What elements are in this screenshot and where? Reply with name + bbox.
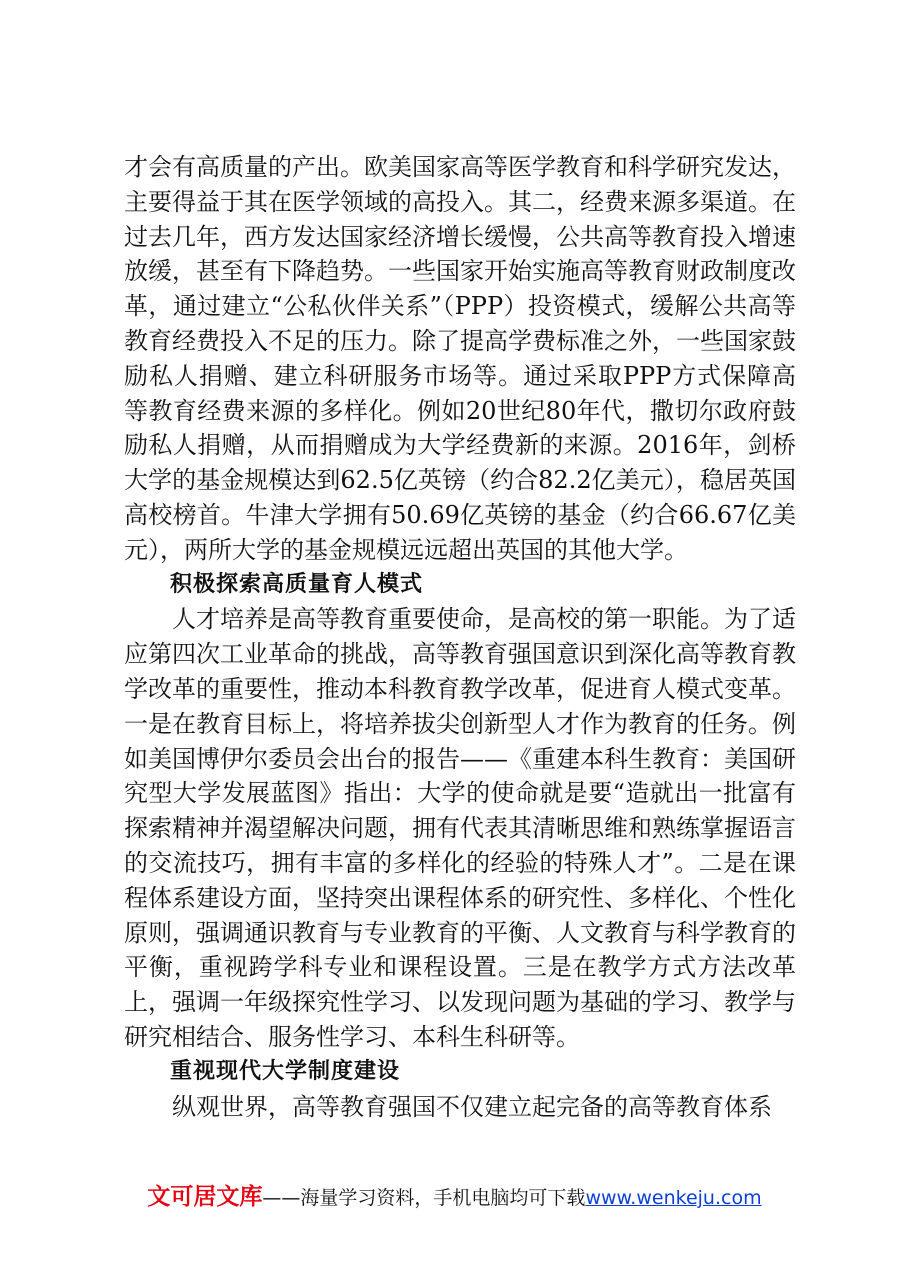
paragraph-talent-cultivation: 人才培养是高等教育重要使命，是高校的第一职能。为了适应第四次工业革命的挑战，高等教育强国意识到深化高等教育教学改革的重要性，推动本科教育教学改革，促进育人模式变革。一是在教育目标上，将培养拔尖创新型人才作为教育的任务。例如美国博伊尔委员会出台的报告——《重建本科生教育：美国研究型大学发展蓝图》指出：大学的使命就是要“造就出一批富有探索精神并渴望解决问题，拥有代表其清晰思维和熟练掌握语言的交流技巧，拥有丰富的多样化的经验的特殊人才”。二是在课程体系建设方面，坚持突出课程体系的研究性、多样化、个性化原则，强调通识教育与专业教育的平衡、人文教育与科学教育的平衡，重视跨学科专业和课程设置。三是在教学方式方法改革上，强调一年级探究性学习、以发现问题为基础的学习、教学与研究相结合、服务性学习、本科生科研等。 bbox=[124, 605, 796, 1051]
paragraph-continuation: 才会有高质量的产出。欧美国家高等医学教育和科学研究发达，主要得益于其在医学领域的高投入。其二，经费来源多渠道。在过去几年，西方发达国家经济增长缓慢，公共高等教育投入增速放缓，甚至有下降趋势。一些国家开始实施高等教育财政制度改革，通过建立“公私伙伴关系”（PPP）投资模式，缓解公共高等教育经费投入不足的压力。除了提高学费标准之外，一些国家鼓励私人捐赠、建立科研服务市场等。通过采取PPP方式保障高等教育经费来源的多样化。例如20世纪80年代，撒切尔政府鼓励私人捐赠，从而捐赠成为大学经费新的来源。2016年，剑桥大学的基金规模达到62.5亿英镑（约合82.2亿美元），稳居英国高校榜首。牛津大学拥有50.69亿英镑的基金（约合66.67亿美元），两所大学的基金规模远远超出英国的其他大学。 bbox=[124, 153, 796, 564]
footer-site-link[interactable]: www.wenkeju.com bbox=[585, 1187, 762, 1209]
section-heading-education-model: 积极探索高质量育人模式 bbox=[170, 571, 424, 597]
footer-slogan: ——海量学习资料，手机电脑均可下载 bbox=[262, 1187, 586, 1209]
section-heading-university-system: 重视现代大学制度建设 bbox=[170, 1058, 401, 1084]
footer-banner bbox=[0, 1178, 909, 1211]
paragraph-world-overview: 纵观世界，高等教育强国不仅建立起完备的高等教育体系 bbox=[172, 1092, 772, 1121]
document-body bbox=[124, 150, 796, 1124]
footer-brand: 文可居文库 bbox=[147, 1184, 263, 1210]
